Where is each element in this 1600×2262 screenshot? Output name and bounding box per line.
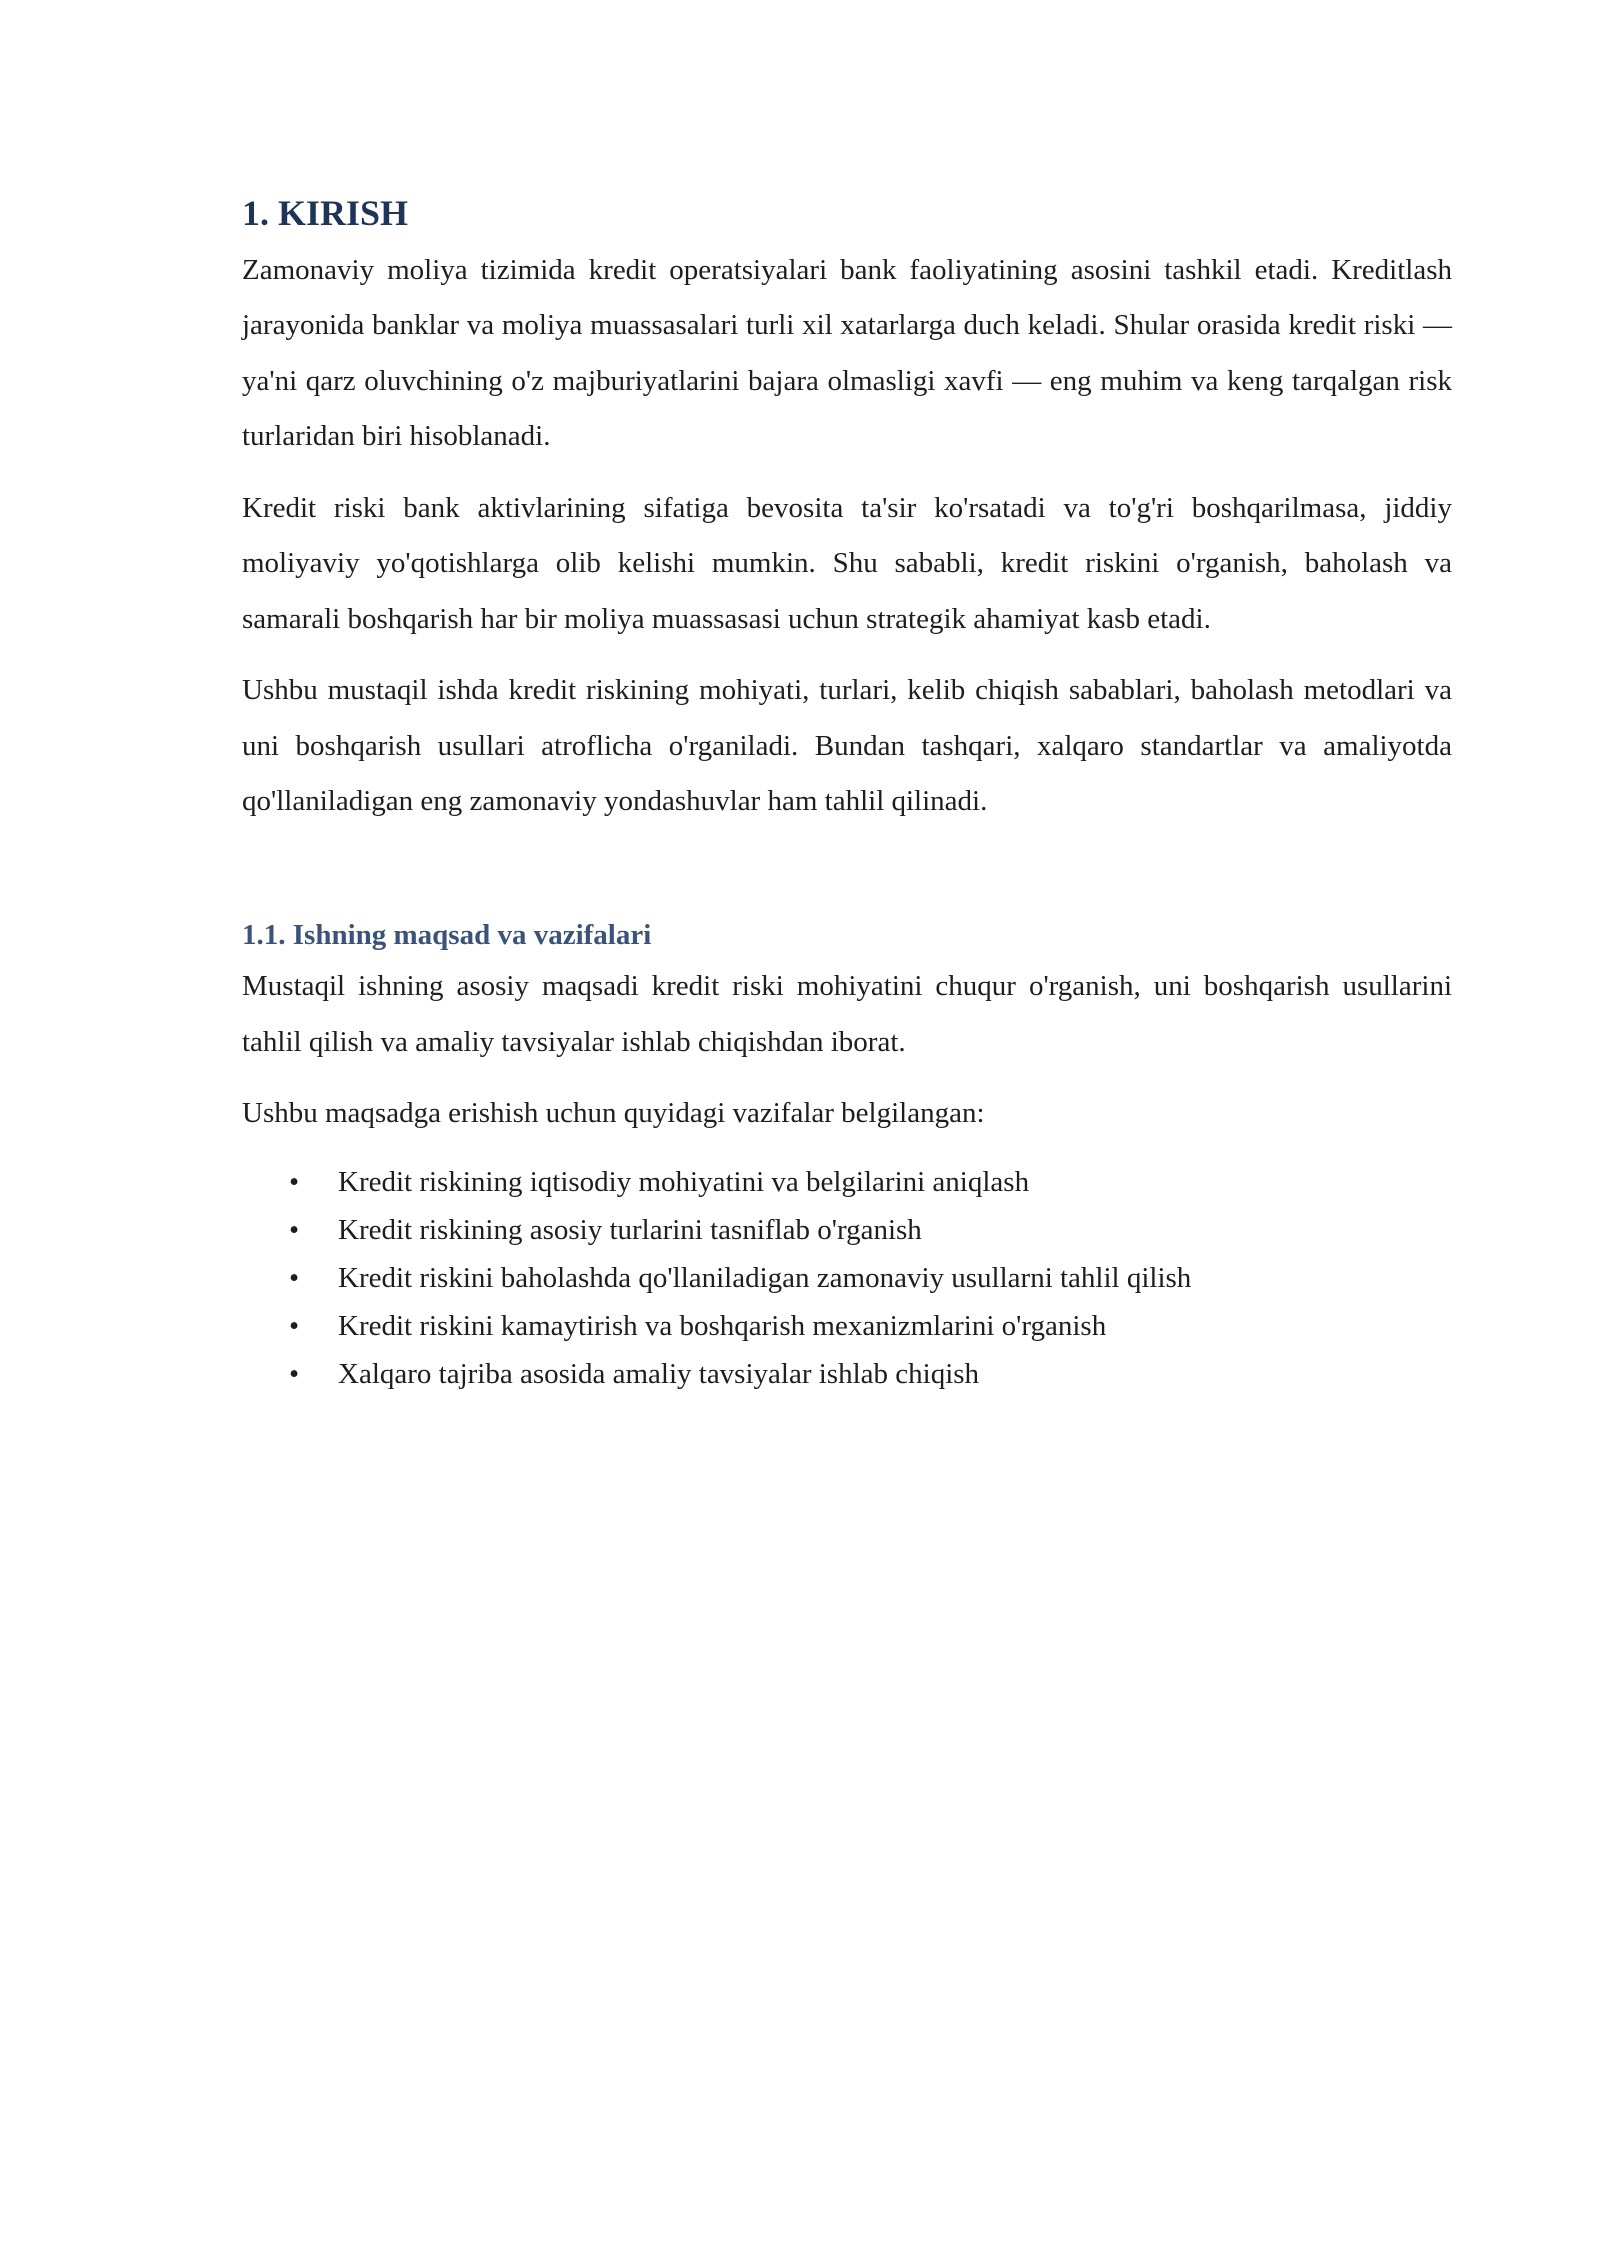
task-text: Kredit riskini kamaytirish va boshqarish mexanizmlarini o'rganish: [338, 1309, 1107, 1342]
bullet-icon: •: [289, 1309, 300, 1342]
bullet-icon: •: [289, 1357, 300, 1390]
subsection-heading-goals: 1.1. Ishning maqsad va vazifalari: [242, 918, 652, 951]
list-item: [242, 1206, 1452, 1254]
page-content: [242, 190, 1452, 1398]
tasks-list: [242, 1158, 1452, 1398]
goals-paragraph-1: Mustaqil ishning asosiy maqsadi kredit riski mohiyatini chuqur o'rganish, uni boshqarish usullarini tahlil qilish va amaliy tavsiyalar ishlab chiqishdan iborat.: [242, 970, 1452, 1058]
subsection-goals: [242, 914, 1452, 1398]
list-item: [242, 1254, 1452, 1302]
goals-paragraph-2: Ushbu maqsadga erishish uchun quyidagi vazifalar belgilangan:: [242, 1097, 985, 1130]
intro-paragraph-3: Ushbu mustaqil ishda kredit riskining mohiyati, turlari, kelib chiqish sabablari, baholash metodlari va uni boshqarish usullari atroflicha o'rganiladi. Bundan tashqari, xalqaro standartlar va amaliyotda qo'llaniladigan eng zamonaviy yondashuvlar ham tahlil qilinadi.: [242, 674, 1452, 818]
bullet-icon: •: [289, 1261, 300, 1294]
bullet-icon: •: [289, 1213, 300, 1246]
intro-paragraph-1: Zamonaviy moliya tizimida kredit operatsiyalari bank faoliyatining asosini tashkil etadi. Kreditlash jarayonida banklar va moliya muassasalari turli xil xatarlarga duch keladi. Shular orasida kredit riski — ya'ni qarz oluvchining o'z majburiyatlarini bajara olmasligi xavfi — eng muhim va keng tarqalgan risk turlaridan biri hisoblanadi.: [242, 253, 1452, 453]
task-text: Xalqaro tajriba asosida amaliy tavsiyalar ishlab chiqish: [338, 1357, 980, 1390]
list-item: [242, 1350, 1452, 1398]
section-heading-kirish: 1. KIRISH: [242, 193, 409, 233]
task-text: Kredit riskining iqtisodiy mohiyatini va belgilarini aniqlash: [338, 1165, 1030, 1198]
list-item: [242, 1302, 1452, 1350]
list-item: [242, 1158, 1452, 1206]
task-text: Kredit riskini baholashda qo'llaniladigan zamonaviy usullarni tahlil qilish: [338, 1261, 1192, 1294]
task-text: Kredit riskining asosiy turlarini tasniflab o'rganish: [338, 1213, 922, 1246]
intro-paragraph-2: Kredit riski bank aktivlarining sifatiga bevosita ta'sir ko'rsatadi va to'g'ri boshqarilmasa, jiddiy moliyaviy yo'qotishlarga olib kelishi mumkin. Shu sababli, kredit riskini o'rganish, baholash va samarali boshqarish har bir moliya muassasasi uchun strategik ahamiyat kasb etadi.: [242, 491, 1452, 635]
bullet-icon: •: [289, 1165, 300, 1198]
